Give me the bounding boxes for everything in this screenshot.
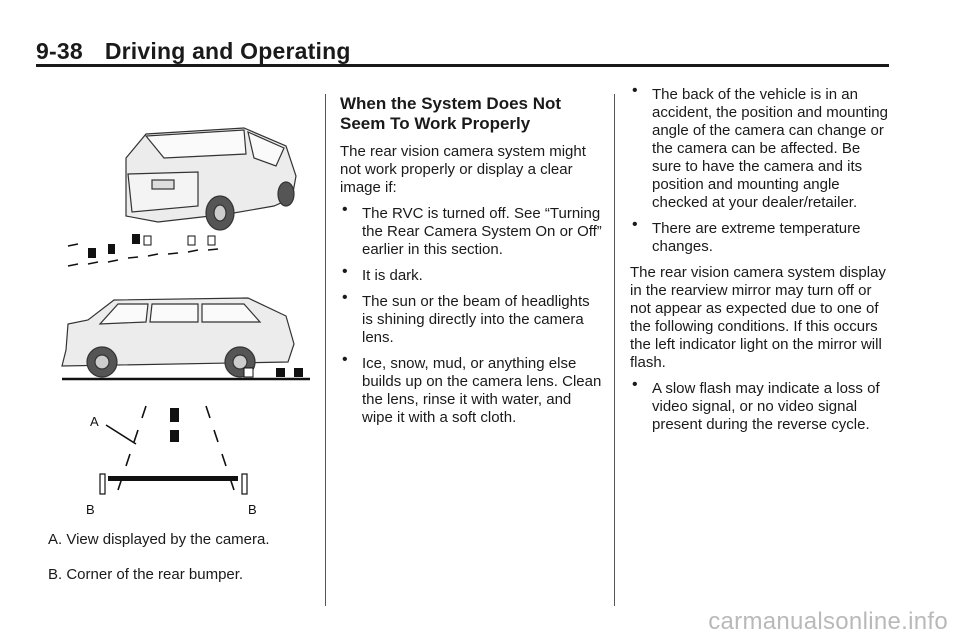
- bullet-icon: •: [632, 82, 638, 99]
- bumper-corner-left: [100, 474, 105, 494]
- bullet-icon: •: [632, 216, 638, 233]
- bullet-icon: •: [342, 263, 348, 280]
- header-rule: [36, 64, 889, 67]
- problem-list-continued: [630, 82, 892, 256]
- list-item: • A slow flash may indicate a loss of video signal, or no video signal present during the reverse cycle.: [632, 376, 880, 433]
- chapter-title: Driving and Operating: [104, 38, 351, 64]
- bullet-icon: •: [632, 376, 638, 393]
- watermark: carmanualsonline.info: [708, 608, 948, 635]
- ground-markers-top: [88, 234, 215, 258]
- column-divider-2: [614, 94, 615, 606]
- bullet-icon: •: [342, 351, 348, 368]
- mirror-display-paragraph: The rear vision camera system display in the rearview mirror may turn off or not appear as expected due to one of the following conditions. If this occurs the left indicator light on the mirror will flash.: [630, 264, 886, 371]
- problem-list: [340, 201, 602, 427]
- suv-rear-view: [126, 128, 296, 230]
- rear-camera-figure-svg: [48, 118, 310, 523]
- label-a: A: [90, 414, 99, 429]
- list-item: • There are extreme temperature changes.: [632, 216, 861, 255]
- list-item: • The sun or the beam of headlights is shining directly into the camera lens.: [342, 289, 590, 346]
- caption-a: A. View displayed by the camera.: [48, 531, 270, 548]
- label-b-left: B: [86, 502, 95, 517]
- column-2: [340, 94, 602, 435]
- list-item: • It is dark.: [342, 263, 423, 284]
- rear-camera-illustration: [48, 118, 310, 523]
- figure-captions: [48, 531, 310, 584]
- suv-side-view: [62, 298, 294, 377]
- ground-markers-side: [244, 368, 303, 377]
- section-heading: When the System Does Not Seem To Work Properly: [340, 94, 562, 133]
- section-intro: The rear vision camera system might not work properly or display a clear image if:: [340, 143, 586, 196]
- column-1: [48, 118, 310, 601]
- column-3: [630, 82, 892, 442]
- column-divider-1: [325, 94, 326, 606]
- bullet-icon: •: [342, 289, 348, 306]
- camera-marker-1: [170, 408, 179, 422]
- list-item: • The back of the vehicle is in an accident, the position and mounting angle of the camera can change or the camera can be affected. Be sure to have the camera and its position and mounting angle checked at your dealer/retailer.: [632, 82, 888, 211]
- bumper-corner-right: [242, 474, 247, 494]
- flash-list: [630, 376, 892, 434]
- page-header: [36, 38, 351, 65]
- camera-marker-2: [170, 430, 179, 442]
- caption-b: B. Corner of the rear bumper.: [48, 566, 244, 583]
- page-number: 9-38: [36, 38, 83, 64]
- rear-bumper: [108, 476, 238, 481]
- label-b-right: B: [248, 502, 257, 517]
- bullet-icon: •: [342, 201, 348, 218]
- list-item: • The RVC is turned off. See “Turning the Rear Camera System On or Off” earlier in this section.: [342, 201, 602, 258]
- list-item: • Ice, snow, mud, or anything else builds up on the camera lens. Clean the lens, rinse it with water, and wipe it with a soft cloth.: [342, 351, 602, 426]
